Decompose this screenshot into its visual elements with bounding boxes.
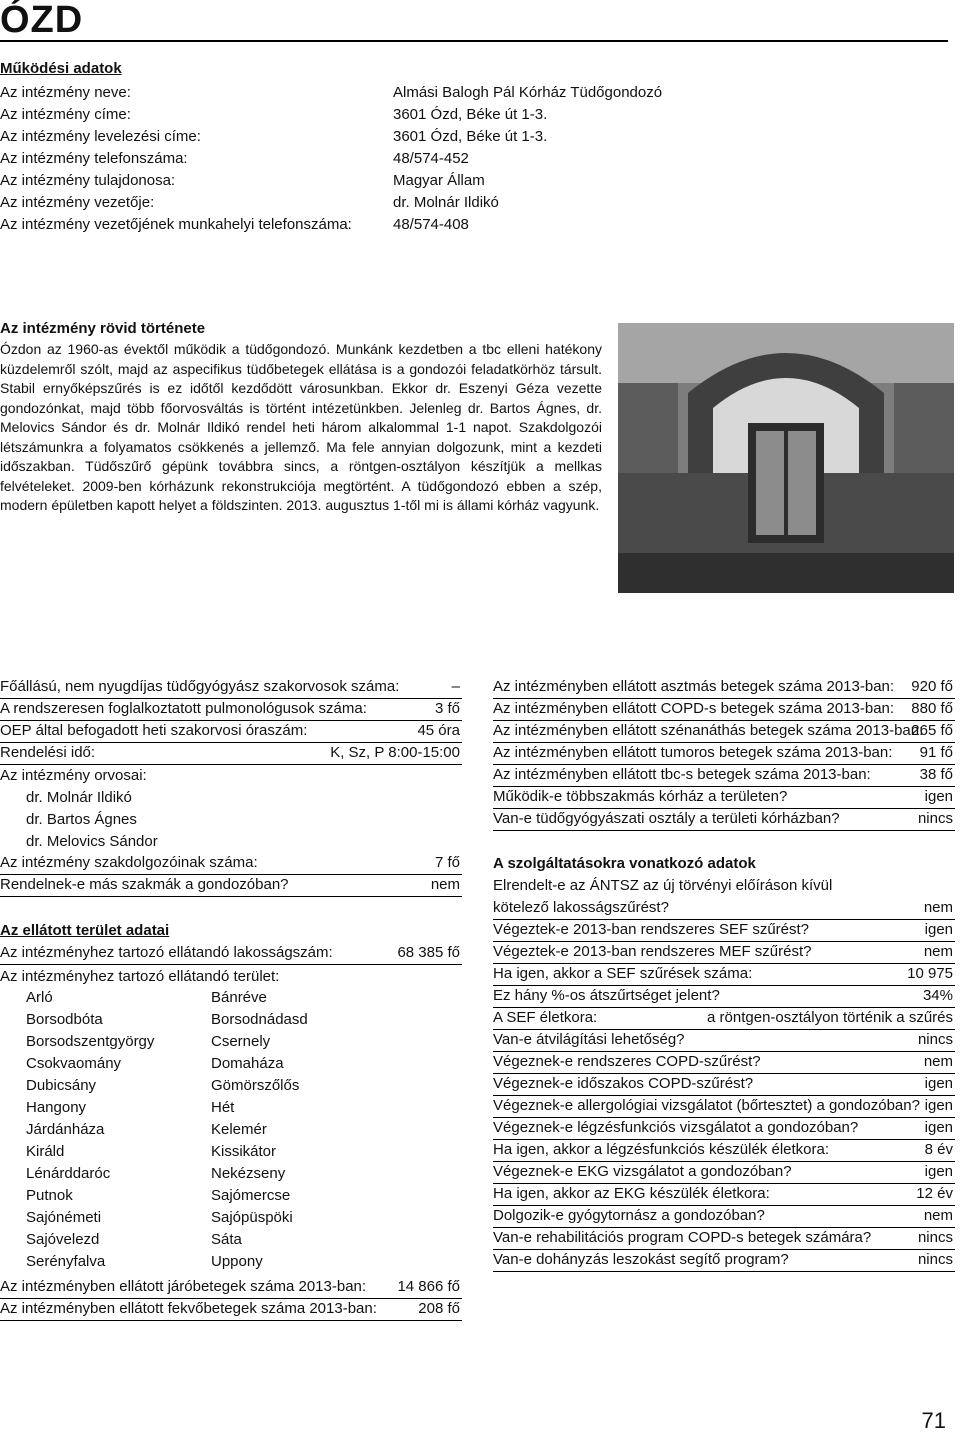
village-name: Nekézseny bbox=[211, 1165, 286, 1182]
row-label: Végeznek-e rendszeres COPD-szűrést? bbox=[493, 1053, 761, 1070]
info-value: Almási Balogh Pál Kórház Tüdőgondozó bbox=[393, 84, 663, 101]
history-heading: Az intézmény rövid története bbox=[0, 320, 206, 337]
data-row bbox=[0, 720, 462, 743]
row-label: Végeztek-e 2013-ban rendszeres SEF szűrést? bbox=[493, 921, 810, 938]
row-value: 880 fő bbox=[911, 700, 953, 717]
village-name: Borsodszentgyörgy bbox=[26, 1033, 155, 1050]
row-label: Ha igen, akkor az EKG készülék életkora: bbox=[493, 1185, 770, 1202]
row-label: Az intézményhez tartozó ellátandó lakosságszám: bbox=[0, 944, 333, 961]
doctor-name: dr. Molnár Ildikó bbox=[26, 789, 132, 806]
village-name: Bánréve bbox=[211, 989, 267, 1006]
village-name: Arló bbox=[26, 989, 53, 1006]
village-name: Dubicsány bbox=[26, 1077, 97, 1094]
row-value: igen bbox=[924, 1097, 953, 1114]
info-value: 3601 Ózd, Béke út 1-3. bbox=[393, 106, 548, 123]
row-label: Van-e tüdőgyógyászati osztály a területi kórházban? bbox=[493, 810, 840, 827]
village-name: Járdánháza bbox=[26, 1121, 105, 1138]
doctors-label: Az intézmény orvosai: bbox=[0, 767, 147, 784]
row-value: igen bbox=[924, 1075, 953, 1092]
row-value: nincs bbox=[917, 1251, 953, 1268]
info-row bbox=[0, 170, 700, 192]
row-value: K, Sz, P 8:00-15:00 bbox=[330, 744, 460, 761]
row-label: Ha igen, akkor a légzésfunkciós készülék életkora: bbox=[493, 1141, 830, 1158]
info-label: Az intézmény levelezési címe: bbox=[0, 128, 201, 145]
village-name: Sajóvelezd bbox=[26, 1231, 100, 1248]
data-row bbox=[493, 985, 955, 1008]
village-name: Putnok bbox=[26, 1187, 73, 1204]
page-number: 71 bbox=[921, 1408, 946, 1433]
data-row bbox=[493, 1073, 955, 1096]
elrendelt-question: Elrendelt-e az ÁNTSZ az új törvényi előíráson kívül bbox=[493, 877, 833, 894]
village-name: Serényfalva bbox=[26, 1253, 106, 1270]
row-value: 91 fő bbox=[919, 744, 953, 761]
info-value: 3601 Ózd, Béke út 1-3. bbox=[393, 128, 548, 145]
info-label: Az intézmény vezetője: bbox=[0, 194, 155, 211]
village-name: Gömörszőlős bbox=[211, 1077, 300, 1094]
data-row bbox=[493, 1205, 955, 1228]
row-value: 920 fő bbox=[911, 678, 953, 695]
village-name: Sáta bbox=[211, 1231, 242, 1248]
row-value: 68 385 fő bbox=[397, 944, 460, 961]
info-row bbox=[0, 126, 700, 148]
section-heading-szolg: A szolgáltatásokra vonatkozó adatok bbox=[493, 855, 756, 872]
info-label: Az intézmény telefonszáma: bbox=[0, 150, 188, 167]
section-heading-mukodesi: Működési adatok bbox=[0, 60, 122, 77]
row-label: Van-e dohányzás leszokást segítő program? bbox=[493, 1251, 789, 1268]
data-row bbox=[493, 919, 955, 942]
row-label: Működik-e többszakmás kórház a területen? bbox=[493, 788, 788, 805]
row-value: nem bbox=[923, 1207, 953, 1224]
row-value: a röntgen-osztályon történik a szűrés bbox=[707, 1009, 953, 1026]
history-text: Ózdon az 1960-as évektől működik a tüdőgondozó. Munkánk kezdetben a tbc elleni hatékony küzdelemről szólt, majd az aspecifikus tüdőbetegek ellátása is a gondozói feladatkörhöz társult. Stabil ernyőképszűrés is ez időtől kezdődött városunkban. Ekkor dr. Eszenyi Géza vezette gondozónkat, majd több főorvosváltás is történt intézetünkben. Jelenleg dr. Bartos Ágnes, dr. Melovics Sándor és dr. Molnár Ildikó rendel heti három alkalommal 1-1 napot. Szakdolgozói létszámunkra a folyamatos csökkenés a jellemző. Ma fele annyian dolgozunk, mint a kezdeti időszakban. Tüdőszűrő gépünk továbbra sincs, a röntgen-osztályon készítjük a mellkas felvételeket. 2009-ben kórházunk rekonstrukciója megtörtént. A tüdőgondozó ebben a szép, modern épületben kapott helyet a földszinten. 2013. augusztus 1-től mi is állami kórház vagyunk. bbox=[0, 341, 602, 513]
row-value: igen bbox=[924, 1163, 953, 1180]
row-label: Végeznek-e időszakos COPD-szűrést? bbox=[493, 1075, 754, 1092]
village-name: Kelemér bbox=[211, 1121, 267, 1138]
data-row bbox=[0, 742, 462, 765]
row-label: kötelező lakosságszűrést? bbox=[493, 899, 669, 916]
village-name: Domaháza bbox=[211, 1055, 284, 1072]
info-label: Az intézmény neve: bbox=[0, 84, 131, 101]
info-value: 48/574-408 bbox=[393, 216, 469, 233]
data-row bbox=[0, 676, 462, 699]
data-row bbox=[493, 1183, 955, 1206]
info-label: Az intézmény tulajdonosa: bbox=[0, 172, 176, 189]
info-label: Az intézmény címe: bbox=[0, 106, 131, 123]
row-value: 14 866 fő bbox=[397, 1278, 460, 1295]
row-value: nincs bbox=[917, 810, 953, 827]
row-value: igen bbox=[924, 921, 953, 938]
row-label: Az intézményben ellátott szénanáthás betegek száma 2013-ban: bbox=[493, 722, 924, 739]
info-label: Az intézmény vezetőjének munkahelyi telefonszáma: bbox=[0, 216, 352, 233]
row-label: A SEF életkora: bbox=[493, 1009, 598, 1026]
village-name: Sajómercse bbox=[211, 1187, 291, 1204]
data-row bbox=[493, 1139, 955, 1162]
data-row bbox=[493, 1117, 955, 1140]
village-name: Csokvaomány bbox=[26, 1055, 122, 1072]
data-row bbox=[493, 808, 955, 831]
data-row bbox=[0, 1276, 462, 1299]
data-row bbox=[493, 742, 955, 765]
row-label: Van-e átvilágítási lehetőség? bbox=[493, 1031, 685, 1048]
row-label: Az intézményben ellátott fekvőbetegek száma 2013-ban: bbox=[0, 1300, 377, 1317]
row-value: nincs bbox=[917, 1229, 953, 1246]
row-label: Ez hány %-os átszűrtséget jelent? bbox=[493, 987, 720, 1004]
info-row bbox=[0, 104, 700, 126]
row-value: 265 fő bbox=[911, 722, 953, 739]
data-row bbox=[493, 764, 955, 787]
info-row bbox=[0, 214, 700, 236]
data-row bbox=[493, 1161, 955, 1184]
section-heading-terulet: Az ellátott terület adatai bbox=[0, 922, 170, 939]
row-value: – bbox=[451, 678, 460, 695]
row-value: 12 év bbox=[916, 1185, 953, 1202]
data-row bbox=[493, 720, 955, 743]
info-value: 48/574-452 bbox=[393, 150, 469, 167]
row-label: OEP által befogadott heti szakorvosi óraszám: bbox=[0, 722, 308, 739]
row-label: Dolgozik-e gyógytornász a gondozóban? bbox=[493, 1207, 765, 1224]
row-label: Végeznek-e allergológiai vizsgálatot (bőrtesztet) a gondozóban? bbox=[493, 1097, 920, 1114]
village-name: Csernely bbox=[211, 1033, 271, 1050]
row-label: Végeznek-e EKG vizsgálatot a gondozóban? bbox=[493, 1163, 792, 1180]
data-row bbox=[493, 941, 955, 964]
village-name: Sajónémeti bbox=[26, 1209, 102, 1226]
info-row bbox=[0, 82, 700, 104]
row-value: nem bbox=[923, 943, 953, 960]
data-row bbox=[0, 942, 462, 965]
row-value: 45 óra bbox=[417, 722, 460, 739]
row-label: Az intézményben ellátott asztmás betegek száma 2013-ban: bbox=[493, 678, 895, 695]
row-label: Van-e rehabilitációs program COPD-s betegek számára? bbox=[493, 1229, 872, 1246]
row-value: 38 fő bbox=[919, 766, 953, 783]
row-label: Az intézményben ellátott járóbetegek száma 2013-ban: bbox=[0, 1278, 367, 1295]
row-value: 34% bbox=[922, 987, 953, 1004]
page-title: ÓZD bbox=[0, 0, 948, 42]
doctor-name: dr. Melovics Sándor bbox=[26, 833, 158, 850]
data-row bbox=[493, 1249, 955, 1272]
row-label: Rendelnek-e más szakmák a gondozóban? bbox=[0, 876, 289, 893]
data-row bbox=[493, 698, 955, 721]
row-label: A rendszeresen foglalkoztatott pulmonológusok száma: bbox=[0, 700, 367, 717]
data-row bbox=[0, 1298, 462, 1321]
row-label: Végeznek-e légzésfunkciós vizsgálatot a gondozóban? bbox=[493, 1119, 859, 1136]
row-value: nem bbox=[923, 1053, 953, 1070]
row-label: Az intézményben ellátott COPD-s betegek száma 2013-ban: bbox=[493, 700, 895, 717]
village-name: Borsodbóta bbox=[26, 1011, 103, 1028]
data-row bbox=[493, 676, 955, 699]
row-label: Az intézmény szakdolgozóinak száma: bbox=[0, 854, 258, 871]
village-name: Királd bbox=[26, 1143, 65, 1160]
row-label: Végeztek-e 2013-ban rendszeres MEF szűrést? bbox=[493, 943, 812, 960]
data-row bbox=[493, 1007, 955, 1030]
building-photo bbox=[618, 323, 954, 593]
row-value: 3 fő bbox=[434, 700, 460, 717]
row-label: Az intézményben ellátott tbc-s betegek száma 2013-ban: bbox=[493, 766, 871, 783]
row-value: 208 fő bbox=[418, 1300, 460, 1317]
data-row bbox=[493, 897, 955, 920]
village-name: Hangony bbox=[26, 1099, 87, 1116]
info-value: Magyar Állam bbox=[393, 172, 485, 189]
village-name: Borsodnádasd bbox=[211, 1011, 308, 1028]
village-name: Hét bbox=[211, 1099, 235, 1116]
village-name: Kissikátor bbox=[211, 1143, 277, 1160]
row-value: nincs bbox=[917, 1031, 953, 1048]
village-name: Sajópüspöki bbox=[211, 1209, 293, 1226]
data-row bbox=[493, 1095, 955, 1118]
row-value: igen bbox=[924, 1119, 953, 1136]
data-row bbox=[0, 852, 462, 875]
data-row bbox=[493, 963, 955, 986]
info-value: dr. Molnár Ildikó bbox=[393, 194, 499, 211]
info-row bbox=[0, 148, 700, 170]
area-label: Az intézményhez tartozó ellátandó terület: bbox=[0, 968, 280, 985]
row-label: Ha igen, akkor a SEF szűrések száma: bbox=[493, 965, 753, 982]
row-label: Rendelési idő: bbox=[0, 744, 96, 761]
row-label: Az intézményben ellátott tumoros betegek száma 2013-ban: bbox=[493, 744, 893, 761]
row-value: nem bbox=[923, 899, 953, 916]
building-photo-drawing bbox=[618, 323, 954, 593]
row-value: 8 év bbox=[924, 1141, 953, 1158]
data-row bbox=[0, 874, 462, 897]
row-value: 7 fő bbox=[434, 854, 460, 871]
village-name: Uppony bbox=[211, 1253, 263, 1270]
data-row bbox=[493, 786, 955, 809]
village-name: Lénárddaróc bbox=[26, 1165, 111, 1182]
data-row bbox=[493, 1227, 955, 1250]
data-row bbox=[0, 698, 462, 721]
doctor-name: dr. Bartos Ágnes bbox=[26, 811, 137, 828]
row-label: Főállású, nem nyugdíjas tüdőgyógyász szakorvosok száma: bbox=[0, 678, 400, 695]
data-row bbox=[493, 1029, 955, 1052]
row-value: 10 975 bbox=[907, 965, 953, 982]
row-value: nem bbox=[430, 876, 460, 893]
row-value: igen bbox=[924, 788, 953, 805]
data-row bbox=[493, 1051, 955, 1074]
info-row bbox=[0, 192, 700, 214]
